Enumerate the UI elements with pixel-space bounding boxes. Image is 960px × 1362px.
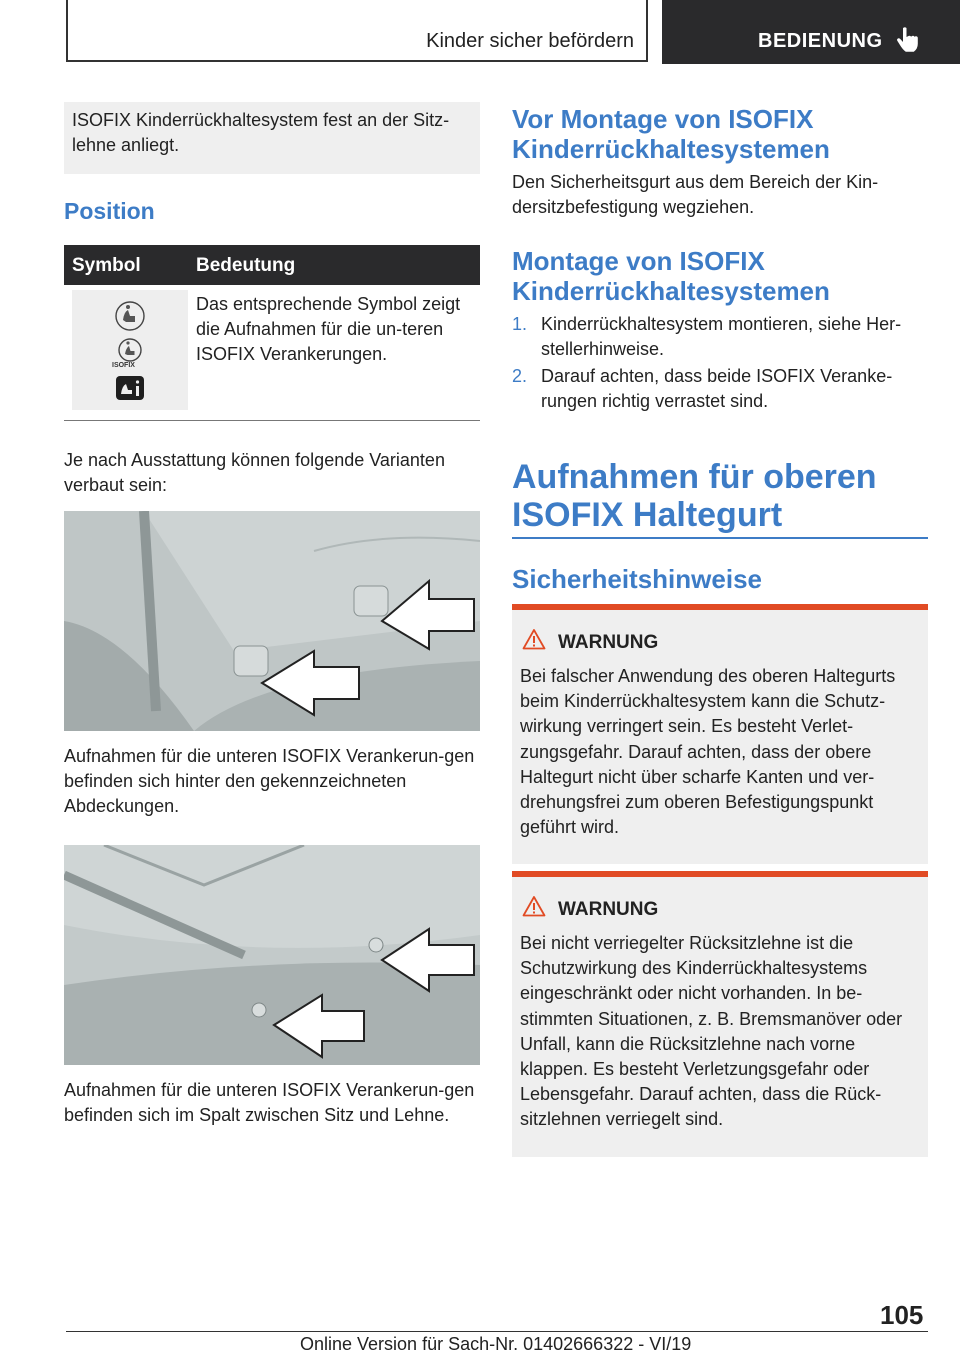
main-heading: Aufnahmen für oberen ISOFIX Haltegurt <box>512 458 877 534</box>
table-bottom-rule <box>64 420 480 421</box>
col-symbol-header: Symbol <box>72 255 141 276</box>
isofix-symbols-cell <box>72 290 188 410</box>
warning-text: Bei nicht verriegelter Rücksitzlehne ist die Schutzwirkung des Kinderrückhaltesystems eingeschränkt oder nicht vorhanden. In be-stimmten Situationen, z. B. Bremsmanöver oder Unfall, kann die Rücksitzlehne nach vorne klappen. Es besteht Verletzungsgefahr oder Lebensgefahr. Darauf achten, dass die Rück-sitzlehnen verriegelt sind. <box>520 933 903 1130</box>
page-number: 105 <box>880 1300 924 1330</box>
intro-note-box <box>64 102 480 174</box>
step-text: Darauf achten, dass beide ISOFIX Veranke-rungen richtig verrastet sind. <box>541 366 893 411</box>
caption-2: Aufnahmen für die unteren ISOFIX Verankerun-gen befinden sich im Spalt zwischen Sitz und Lehne. <box>64 1080 475 1125</box>
warning-box-2 <box>512 871 928 1157</box>
mounting-steps-list <box>512 312 928 416</box>
seat-illustration-2 <box>64 845 480 1065</box>
footer-rule <box>66 1331 928 1332</box>
step-text: Kinderrückhaltesystem montieren, siehe Her-stellerhinweise. <box>541 314 902 359</box>
header-section-tab <box>662 0 960 64</box>
warning-triangle-icon <box>522 628 546 650</box>
header-section-title: BEDIENUNG <box>758 30 883 52</box>
position-heading: Position <box>64 198 155 224</box>
header-chapter-tab <box>66 0 648 62</box>
step-item <box>512 312 928 364</box>
caption-1: Aufnahmen für die unteren ISOFIX Verankerun-gen befinden sich hinter den gekennzeichneten Abdeckungen. <box>64 746 475 816</box>
warning-triangle-icon <box>522 895 546 917</box>
warning-title: WARNUNG <box>558 632 659 653</box>
warning-title: WARNUNG <box>558 899 659 920</box>
seat-illustration-1 <box>64 511 480 731</box>
before-mounting-heading: Vor Montage von ISOFIX Kinderrückhaltesystemen <box>512 104 830 164</box>
step-number: 1. <box>512 314 528 334</box>
symbol-meaning-text: Das entsprechende Symbol zeigt die Aufnahmen für die un-teren ISOFIX Verankerungen. <box>196 294 461 364</box>
warning-box-1 <box>512 604 928 864</box>
intro-note-text: ISOFIX Kinderrückhaltesystem fest an der Sitz-lehne anliegt. <box>72 110 450 155</box>
main-heading-rule <box>512 537 928 539</box>
hand-pointer-icon <box>894 26 920 54</box>
header-chapter-title: Kinder sicher befördern <box>426 30 634 52</box>
isofix-icon-label: ISOFIX <box>112 362 135 369</box>
before-mounting-text: Den Sicherheitsgurt aus dem Bereich der Kin-dersitzbefestigung wegziehen. <box>512 172 879 217</box>
col-meaning-header: Bedeutung <box>196 255 296 276</box>
isofix-gap-photo <box>64 845 480 1065</box>
variants-text: Je nach Ausstattung können folgende Varianten verbaut sein: <box>64 450 445 495</box>
isofix-seat-icon <box>72 290 188 410</box>
online-version-note: Online Version für Sach-Nr. 01402666322 - VI/19 <box>300 1334 692 1354</box>
isofix-cover-photo <box>64 511 480 731</box>
step-item <box>512 364 928 416</box>
symbol-table-header <box>64 245 480 285</box>
step-number: 2. <box>512 366 528 386</box>
warning-text: Bei falscher Anwendung des oberen Haltegurts beim Kinderrückhaltesystem kann die Schutz-wirkung verringert sein. Es besteht Verlet-zungsgefahr. Darauf achten, dass der obere Haltegurt nicht über scharfe Kanten und ver-drehungsfrei zum oberen Befestigungspunkt geführt wird. <box>520 666 896 838</box>
mounting-heading: Montage von ISOFIX Kinderrückhaltesystemen <box>512 246 830 306</box>
safety-heading: Sicherheitshinweise <box>512 564 762 594</box>
